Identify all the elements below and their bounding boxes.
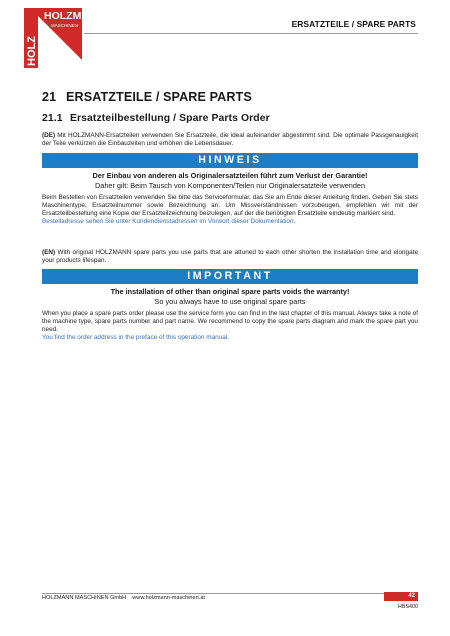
de-intro-paragraph: [42, 132, 418, 148]
page-content: [42, 90, 418, 342]
footer-company: [42, 595, 205, 601]
subsection-number: 21.1: [42, 113, 63, 124]
footer-divider: [42, 593, 418, 594]
footer-model: HBS400: [397, 604, 418, 610]
en-intro-text: With original HOLZMANN spare parts you use parts that are attuned to each other shorten the installation time and elongate your products lifespan.: [42, 248, 418, 264]
section-heading: [42, 90, 418, 104]
en-intro-paragraph: [42, 249, 418, 265]
section-title: ERSATZTEILE / SPARE PARTS: [66, 90, 252, 104]
en-lang-tag: (EN): [42, 248, 56, 256]
subsection-title: Ersatzteilbestellung / Spare Parts Order: [70, 113, 270, 124]
de-order-address-link[interactable]: Bestelladresse sehen Sie unter Kundendienstadressen im Vorwort dieser Dokumentation: [42, 218, 294, 226]
en-order-address-link[interactable]: You find the order address in the preface of this operation manual.: [42, 334, 229, 342]
section-number: 21: [42, 90, 57, 104]
logo-subtext: MASCHINEN: [51, 23, 79, 28]
en-original-parts-note: So you always have to use original spare parts: [154, 296, 306, 306]
de-intro-text: Mit HOLZMANN-Ersatzteilen verwenden Sie Ersatzteile, die ideal aufeinander abgestimmt sind. Die optimale Passgenauigkeit der Teile verkürzen die Einbauzeiten und erhöhen die Lebensdauer.: [42, 132, 418, 148]
de-original-parts-note: Daher gilt: Beim Tausch von Komponenten/Teilen nur Originalersatzteile verwenden: [95, 181, 365, 191]
page-number-badge: 42: [384, 592, 418, 601]
de-warranty-warning: Der Einbau von anderen als Originalersatzteilen führt zum Verlust der Garantie!: [92, 171, 368, 181]
de-notice-banner: HINWEIS: [42, 153, 418, 168]
en-warranty-warning: The installation of other than original spare parts voids the warranty!: [110, 286, 350, 296]
subsection-heading: [42, 113, 418, 124]
logo-text: HOLZMANN: [44, 10, 105, 22]
holzmann-logo: [24, 8, 105, 68]
svg-text:HOLZ: HOLZ: [26, 36, 38, 66]
de-order-address: Bestelladresse sehen Sie unter Kundendienstadressen im Vorwort dieser Dokumentation.: [42, 218, 296, 226]
de-lang-tag: (DE): [42, 132, 56, 139]
en-notice-banner: IMPORTANT: [42, 269, 418, 284]
footer-website-link[interactable]: www.holzmann-maschinen.at: [132, 595, 205, 601]
header-divider: [84, 33, 418, 34]
footer-company-name: HOLZMANN MASCHINEN GmbH: [42, 595, 127, 601]
header-title: ERSATZTEILE / SPARE PARTS: [291, 19, 416, 29]
de-order-paragraph: Beim Bestellen von Ersatzteilen verwenden Sie bitte das Serviceformular, das Sie am Ende dieser Anleitung finden. Geben Sie stets Maschinentype, Ersatzteilnummer sowie Bezeichnung an. Um Missverständnissen vorzubeugen, empfehlen wir mit der Ersatzteilbestellung eine Kopie der Ersatzteilzeichnung beizulegen, auf der die benötigten Ersatzteile eindeutig markiert sind.: [42, 194, 418, 218]
en-order-paragraph: When you place a spare parts order please use the service form you can find in the last chapter of this manual. Always take a note of the machine type, spare parts number and part name. We recommend to copy the spare parts diagram and mark the spare part you need.: [42, 309, 418, 333]
